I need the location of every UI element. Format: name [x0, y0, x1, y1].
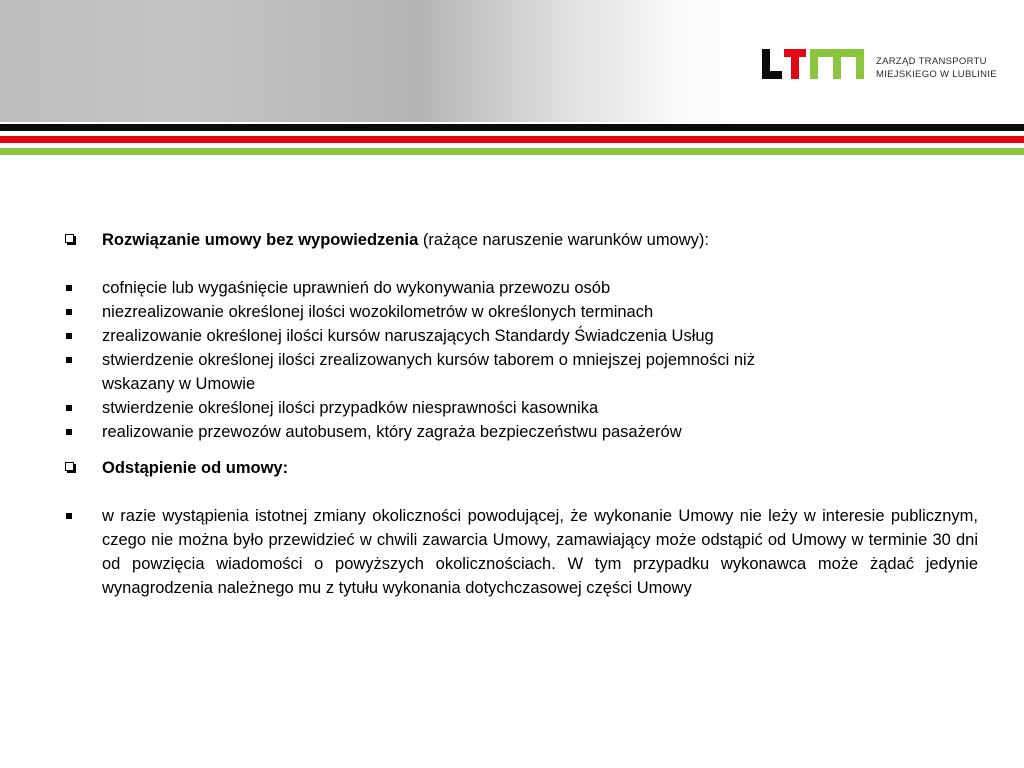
list-item [62, 324, 978, 348]
black-stripe [0, 124, 1024, 131]
logo-caption [876, 55, 997, 81]
red-stripe [0, 136, 1024, 143]
list-item [62, 276, 978, 300]
section-heading-bold: Odstąpienie od umowy: [102, 459, 289, 477]
list-item [62, 420, 978, 444]
section-heading [62, 228, 978, 252]
list-item [62, 348, 978, 396]
ltm-logo-mark [762, 47, 866, 81]
list-item-text-continued: wskazany w Umowie [102, 375, 256, 393]
list-item [62, 300, 978, 324]
list-item-text: stwierdzenie określonej ilości przypadków niesprawności kasownika [102, 399, 599, 417]
list-item-text: niezrealizowanie określonej ilości wozokilometrów w określonych terminach [102, 303, 654, 321]
paragraph-text: w razie wystąpienia istotnej zmiany okoliczności powodującej, że wykonanie Umowy nie leży w interesie publicznym, czego nie można było przewidzieć w chwili zawarcia Umowy, zamawiający może odstąpić od Umowy w terminie 30 dni od powzięcia wiadomości o powyższych okolicznościach. W tym przypadku wykonawca może żądać jedynie wynagrodzenia należnego mu z tytułu wykonania dotychczasowej części Umowy [102, 507, 978, 597]
section-heading-note: (rażące naruszenie warunków umowy): [418, 231, 710, 249]
list-item-text: stwierdzenie określonej ilości zrealizowanych kursów taborem o mniejszej pojemności niż [102, 351, 755, 369]
list-item-text: cofnięcie lub wygaśnięcie uprawnień do wykonywania przewozu osób [102, 279, 611, 297]
logo-line-2: MIEJSKIEGO W LUBLINIE [876, 69, 997, 80]
green-stripe [0, 148, 1024, 155]
logo-line-1: ZARZĄD TRANSPORTU [876, 56, 987, 67]
list-item-text: realizowanie przewozów autobusem, który zagraża bezpieczeństwu pasażerów [102, 423, 682, 441]
list-item [62, 396, 978, 420]
list-item [62, 504, 978, 600]
section-heading [62, 456, 978, 480]
section-heading-bold: Rozwiązanie umowy bez wypowiedzenia [102, 231, 419, 249]
ztm-logo [762, 47, 997, 83]
list-item-text: zrealizowanie określonej ilości kursów naruszających Standardy Świadczenia Usług [102, 327, 714, 345]
slide-body [62, 228, 978, 600]
